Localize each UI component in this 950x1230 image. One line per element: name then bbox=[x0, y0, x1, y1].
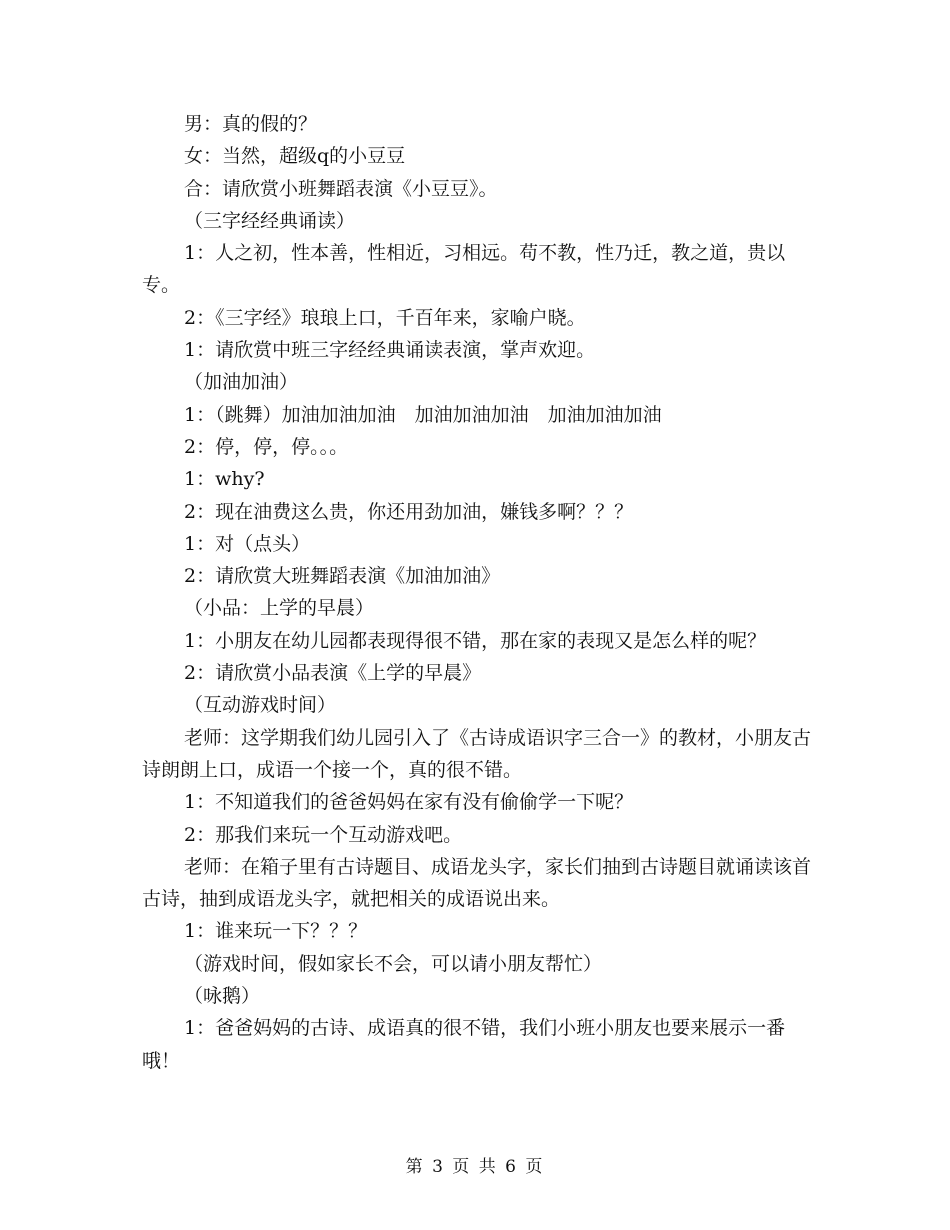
stage-direction: （游戏时间，假如家长不会，可以请小朋友帮忙） bbox=[184, 952, 603, 975]
dialogue-line: 女：当然，超级q的小豆豆 bbox=[184, 145, 406, 168]
dialogue-line: 1：人之初，性本善，性相近，习相远。苟不教，性乃迁，教之道，贵以专。 bbox=[142, 242, 786, 297]
dialogue-line: 1：谁来玩一下？？？ bbox=[184, 920, 368, 943]
dialogue-line: 1：（跳舞）加油加油加油 加油加油加油 加油加油加油 bbox=[184, 403, 662, 426]
section-heading: （加油加油） bbox=[184, 371, 299, 394]
dialogue-line: 2：请欣赏大班舞蹈表演《加油加油》 bbox=[184, 565, 501, 588]
dialogue-line: 1：不知道我们的爸爸妈妈在家有没有偷偷学一下呢？ bbox=[184, 791, 634, 814]
dialogue-line: 1：请欣赏中班三字经经典诵读表演，掌声欢迎。 bbox=[184, 339, 596, 362]
page-footer: 第 3 页 共 6 页 bbox=[405, 1157, 545, 1177]
dialogue-line: 1：爸爸妈妈的古诗、成语真的很不错，我们小班小朋友也要来展示一番哦！ bbox=[142, 1017, 786, 1072]
dialogue-line: 2：请欣赏小品表演《上学的早晨》 bbox=[184, 662, 482, 685]
document-body bbox=[142, 108, 822, 1077]
dialogue-line: 合：请欣赏小班舞蹈表演《小豆豆》。 bbox=[184, 177, 498, 200]
dialogue-line: 男：真的假的？ bbox=[184, 113, 318, 135]
dialogue-line: 1：对（点头） bbox=[184, 532, 311, 555]
dialogue-line: 老师：这学期我们幼儿园引入了《古诗成语识字三合一》的教材，小朋友古诗朗朗上口，成语一个接一个，真的很不错。 bbox=[142, 726, 812, 781]
section-heading: （三字经经典诵读） bbox=[184, 209, 356, 232]
dialogue-line: 2：那我们来玩一个互动游戏吧。 bbox=[184, 823, 463, 846]
dialogue-line: 老师：在箱子里有古诗题目、成语龙头字，家长们抽到古诗题目就诵读该首古诗，抽到成语龙头字，就把相关的成语说出来。 bbox=[142, 855, 812, 911]
dialogue-line: 1：小朋友在幼儿园都表现得很不错，那在家的表现又是怎么样的呢？ bbox=[184, 629, 767, 652]
dialogue-line: 2：现在油费这么贵，你还用劲加油，嫌钱多啊？？？ bbox=[184, 500, 634, 523]
dialogue-line: 1：why? bbox=[184, 468, 265, 491]
dialogue-line: 2：停，停，停。。。 bbox=[184, 435, 349, 458]
section-heading: （咏鹅） bbox=[184, 985, 261, 1008]
section-heading: （互动游戏时间） bbox=[184, 694, 337, 717]
section-heading: （小品：上学的早晨） bbox=[184, 597, 375, 620]
dialogue-line: 2：《三字经》琅琅上口，千百年来，家喻户晓。 bbox=[184, 306, 586, 329]
